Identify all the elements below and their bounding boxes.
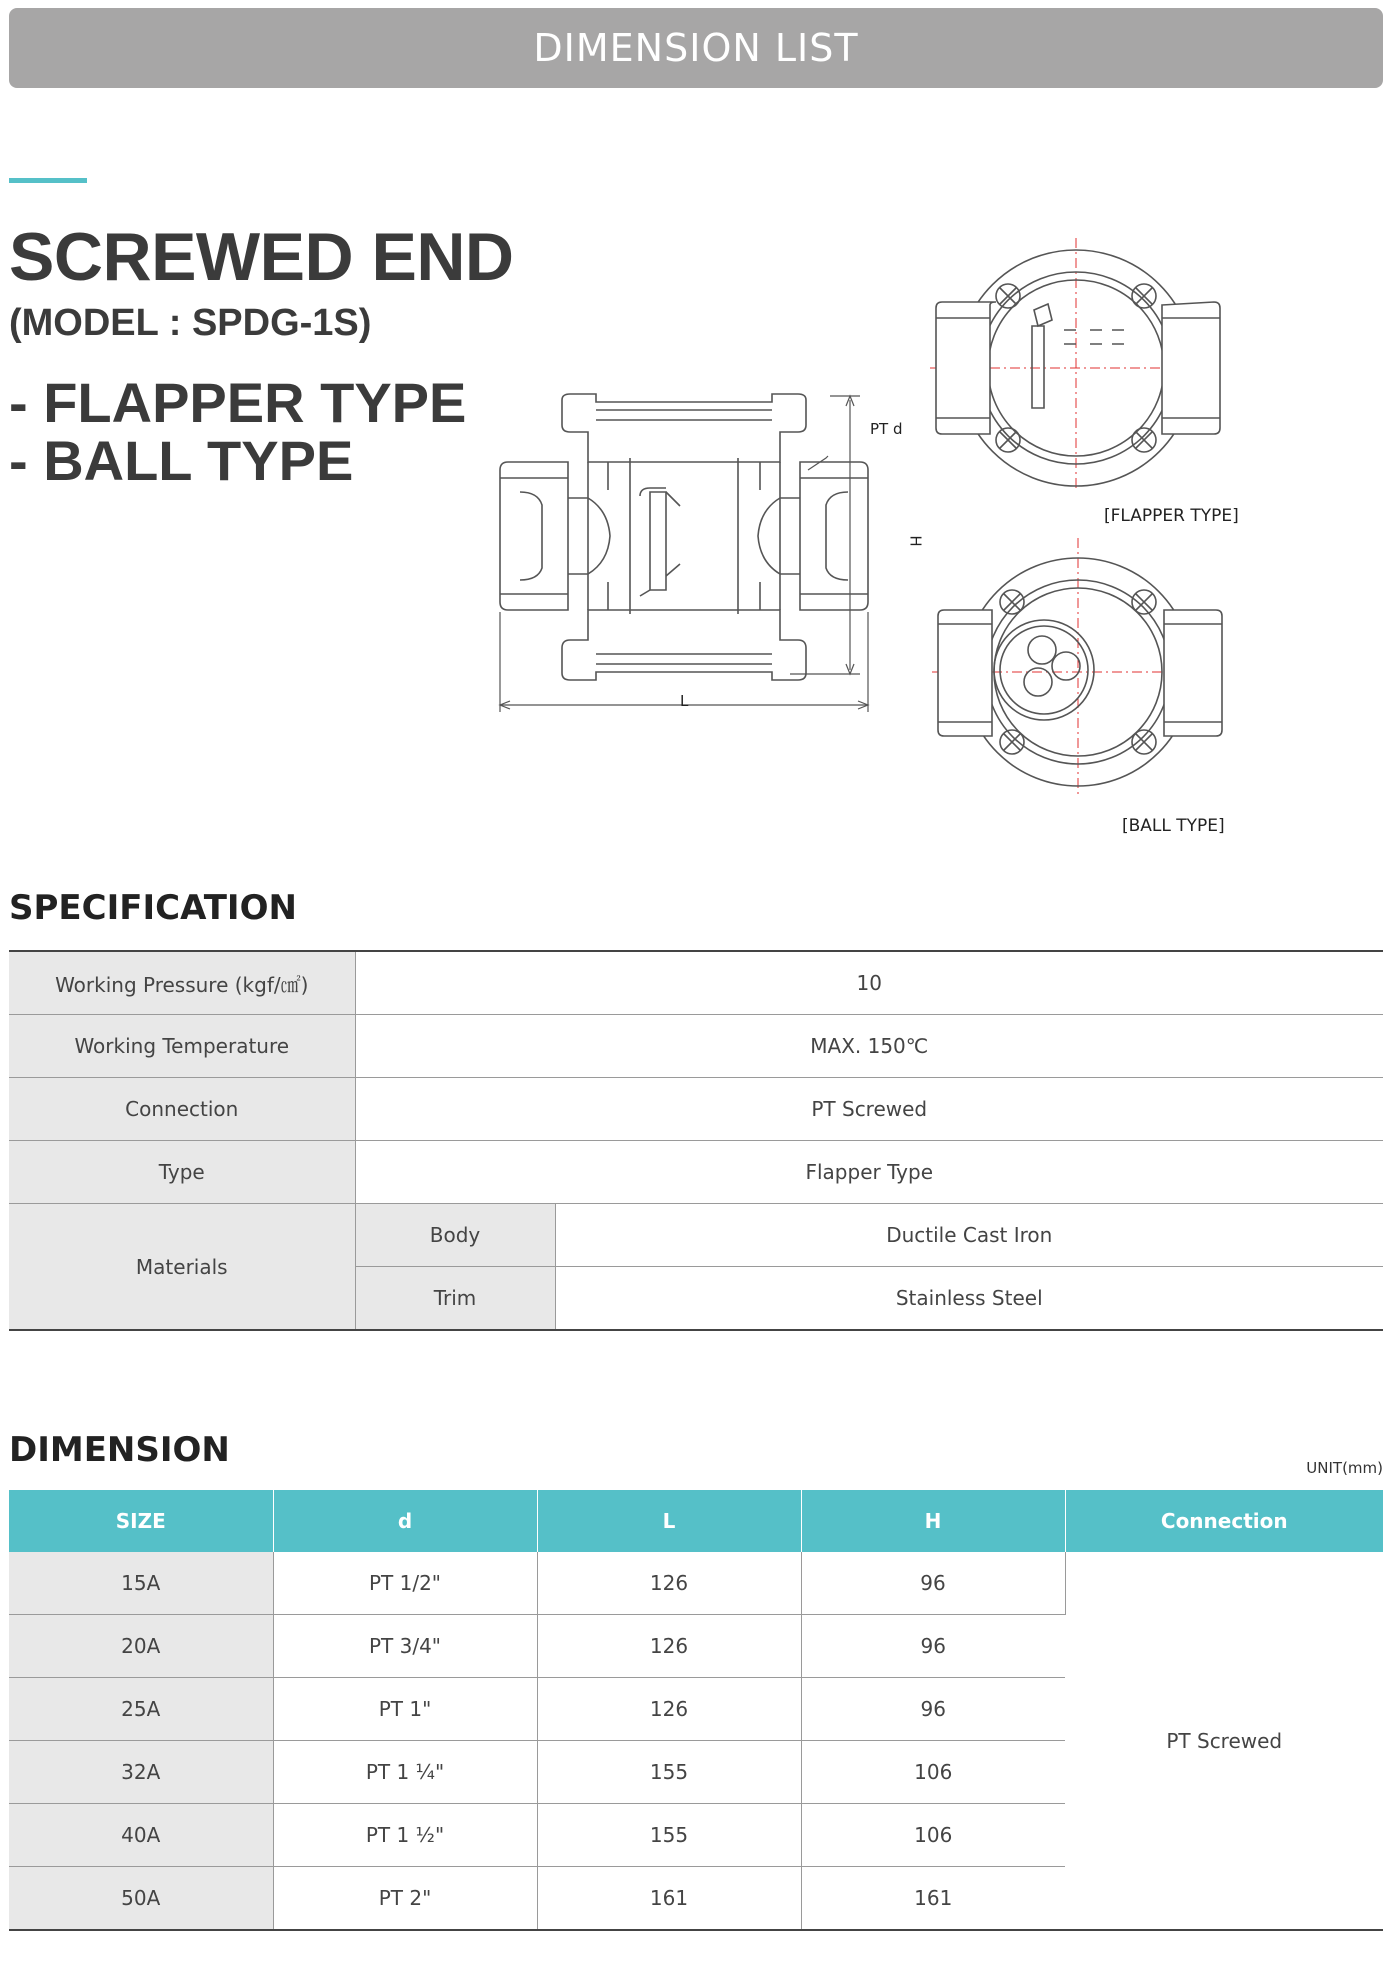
material-value: Stainless Steel [895,1286,1043,1310]
cell-d: PT 1" [273,1678,537,1741]
banner-title: DIMENSION LIST [533,26,859,70]
cell-size: 15A [9,1552,273,1615]
label-h: H [906,535,925,547]
table-row [9,951,1383,1015]
cell-d: PT 1 ¼" [273,1741,537,1804]
material-part: Trim [355,1267,555,1331]
cell-l: 126 [537,1678,801,1741]
table-header-row [9,1490,1383,1552]
caption-ball: [BALL TYPE] [1122,816,1225,836]
model-label: (MODEL : SPDG-1S) [9,302,372,344]
cell-d: PT 1/2" [273,1552,537,1615]
spec-value: MAX. 150℃ [355,1015,1383,1078]
specification-title: SPECIFICATION [9,888,297,928]
table-row [9,1141,1383,1204]
cell-size: 32A [9,1741,273,1804]
label-l: L [680,692,689,710]
type-flapper: - FLAPPER TYPE [9,371,467,434]
specification-table [9,950,1383,1331]
accent-bar [9,178,87,183]
cell-l: 155 [537,1741,801,1804]
cell-h: 96 [801,1615,1065,1678]
dimension-title: DIMENSION [9,1430,230,1470]
table-row [9,1204,1383,1267]
dimension-table [9,1490,1383,1931]
type-ball: - BALL TYPE [9,429,354,492]
page-title: SCREWED END [9,219,514,295]
header-connection: Connection [1065,1490,1383,1552]
ball-front-view [932,538,1224,798]
spec-label: Working Temperature [9,1015,355,1078]
table-row [9,1015,1383,1078]
page-banner [9,8,1383,88]
table-row [9,1552,1383,1615]
cell-d: PT 1 ½" [273,1804,537,1867]
cell-l: 126 [537,1615,801,1678]
technical-drawing [490,230,1370,850]
cell-l: 155 [537,1804,801,1867]
cell-size: 50A [9,1867,273,1931]
spec-value: 10 [355,951,1383,1015]
header-size: SIZE [9,1490,273,1552]
cell-size: 40A [9,1804,273,1867]
caption-flapper: [FLAPPER TYPE] [1104,506,1239,526]
spec-value: PT Screwed [355,1078,1383,1141]
header-l: L [537,1490,801,1552]
material-value: Ductile Cast Iron [555,1204,1383,1267]
cell-size: 25A [9,1678,273,1741]
header-h: H [801,1490,1065,1552]
cell-size: 20A [9,1615,273,1678]
cell-l: 126 [537,1552,801,1615]
cell-h: 96 [801,1678,1065,1741]
unit-label: UNIT(mm) [1306,1459,1383,1477]
spec-value: Flapper Type [355,1141,1383,1204]
cell-h: 96 [801,1552,1065,1615]
side-view-drawing [500,394,868,712]
cell-d: PT 3/4" [273,1615,537,1678]
label-pt-d: PT d [870,420,903,438]
table-row [9,1078,1383,1141]
header-d: d [273,1490,537,1552]
cell-h: 106 [801,1741,1065,1804]
cell-d: PT 2" [273,1867,537,1931]
flapper-front-view [930,238,1222,490]
spec-label: Connection [9,1078,355,1141]
spec-label: Working Pressure (kgf/㎠) [9,951,355,1015]
cell-l: 161 [537,1867,801,1931]
cell-h: 161 [914,1886,953,1910]
spec-label: Materials [9,1204,355,1331]
cell-connection: PT Screwed [1166,1728,1283,1753]
cell-h: 106 [801,1804,1065,1867]
material-part: Body [355,1204,555,1267]
spec-label: Type [9,1141,355,1204]
